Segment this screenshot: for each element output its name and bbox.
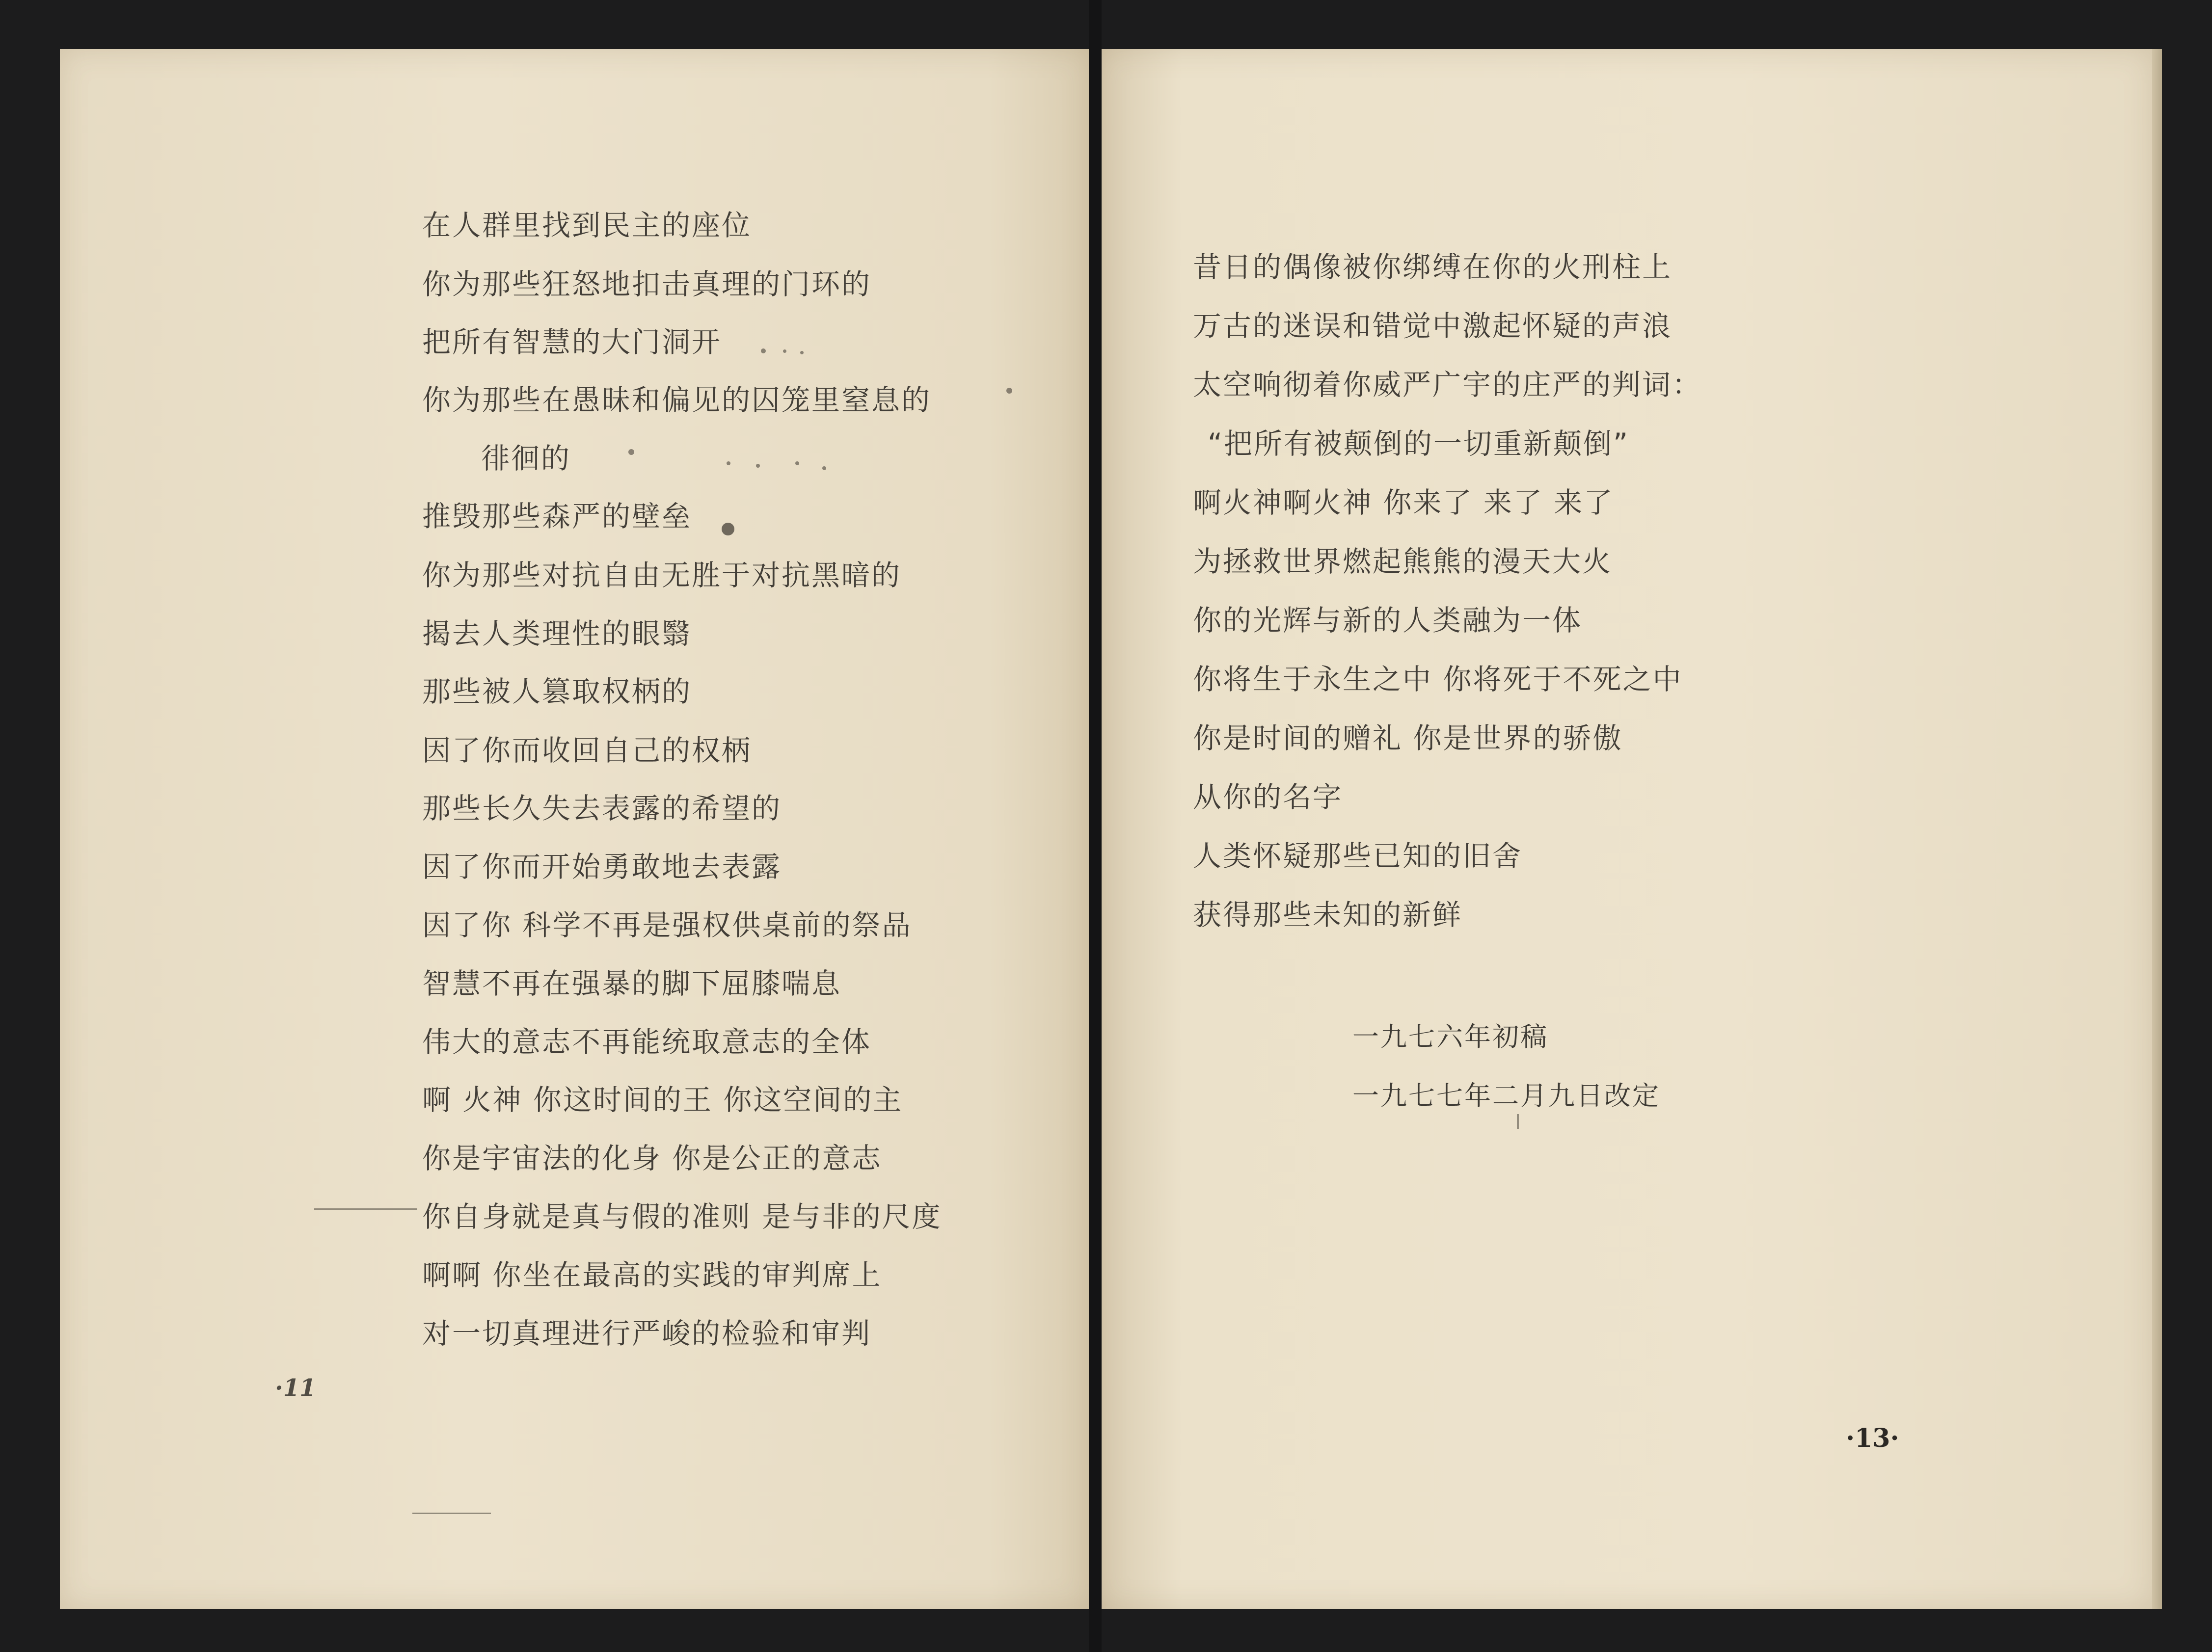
poem-line: 你是时间的赠礼 你是世界的骄傲	[1193, 721, 1623, 755]
poem-line: 因了你而开始勇敢地去表露	[422, 850, 782, 883]
poem-line: 徘徊的	[481, 442, 571, 475]
scan-speck	[783, 349, 786, 353]
scan-speck	[727, 461, 730, 465]
poem-line: 人类怀疑那些已知的旧舍	[1193, 839, 1523, 873]
poem-line: 那些被人篡取权柄的	[422, 675, 692, 708]
poem-line: 推毁那些森严的壁垒	[422, 500, 692, 533]
poem-line: 太空响彻着你威严广宇的庄严的判词：	[1193, 368, 1702, 401]
poem-line: 获得那些未知的新鲜	[1193, 898, 1463, 932]
draft-date: 一九七六年初稿	[1352, 1021, 1548, 1052]
margin-dash	[314, 1208, 417, 1210]
scan-speck	[722, 523, 734, 535]
poem-line: “把所有被颠倒的一切重新颠倒”	[1208, 427, 1630, 460]
poem-line: 因了你而收回自己的权柄	[422, 734, 752, 767]
scan-speck	[756, 464, 760, 468]
poem-line: 你为那些对抗自由无胜于对抗黑暗的	[422, 559, 902, 592]
scan-speck	[1006, 388, 1012, 394]
poem-line: 啊啊 你坐在最高的实践的审判席上	[422, 1258, 882, 1292]
poem-line: 你自身就是真与假的准则 是与非的尺度	[422, 1200, 942, 1233]
poem-line: 昔日的偶像被你绑缚在你的火刑柱上	[1193, 250, 1672, 284]
margin-dash	[412, 1513, 491, 1514]
book-gutter	[1089, 0, 1102, 1652]
poem-line: 因了你 科学不再是强权供桌前的祭品	[422, 908, 912, 942]
poem-line: 揭去人类理性的眼翳	[422, 617, 692, 650]
margin-dash	[1517, 1114, 1519, 1129]
poem-line: 把所有智慧的大门洞开	[422, 325, 722, 359]
scan-speck	[795, 461, 799, 465]
scan-speck	[761, 348, 766, 353]
poem-line: 你的光辉与新的人类融为一体	[1193, 604, 1583, 637]
poem-line: 那些长久失去表露的希望的	[422, 792, 782, 825]
poem-line: 啊 火神 你这时间的王 你这空间的主	[422, 1083, 903, 1117]
scan-speck	[822, 466, 826, 470]
poem-line: 智慧不再在强暴的脚下屈膝喘息	[422, 967, 842, 1000]
poem-line: 啊火神啊火神 你来了 来了 来了	[1193, 486, 1614, 519]
poem-line: 你将生于永生之中 你将死于不死之中	[1193, 663, 1683, 696]
page-number-left: ·11	[275, 1374, 316, 1402]
poem-line: 对一切真理进行严峻的检验和审判	[422, 1317, 872, 1350]
page-number-right: ·13·	[1846, 1423, 1899, 1453]
poem-line: 你为那些在愚昧和偏见的囚笼里窒息的	[422, 383, 932, 417]
poem-line: 从你的名字	[1193, 780, 1343, 814]
poem-line: 你为那些狂怒地扣击真理的门环的	[422, 267, 872, 301]
poem-line: 伟大的意志不再能统取意志的全体	[422, 1025, 872, 1059]
poem-line: 在人群里找到民主的座位	[422, 209, 752, 242]
revision-date: 一九七七年二月九日改定	[1352, 1080, 1660, 1111]
poem-line: 你是宇宙法的化身 你是公正的意志	[422, 1142, 882, 1175]
scan-speck	[800, 351, 804, 354]
poem-line: 万古的迷误和错觉中激起怀疑的声浪	[1193, 309, 1672, 343]
scan-speck	[628, 449, 634, 455]
page-edge	[2152, 49, 2162, 1609]
poem-line: 为拯救世界燃起熊熊的漫天大火	[1193, 545, 1613, 578]
